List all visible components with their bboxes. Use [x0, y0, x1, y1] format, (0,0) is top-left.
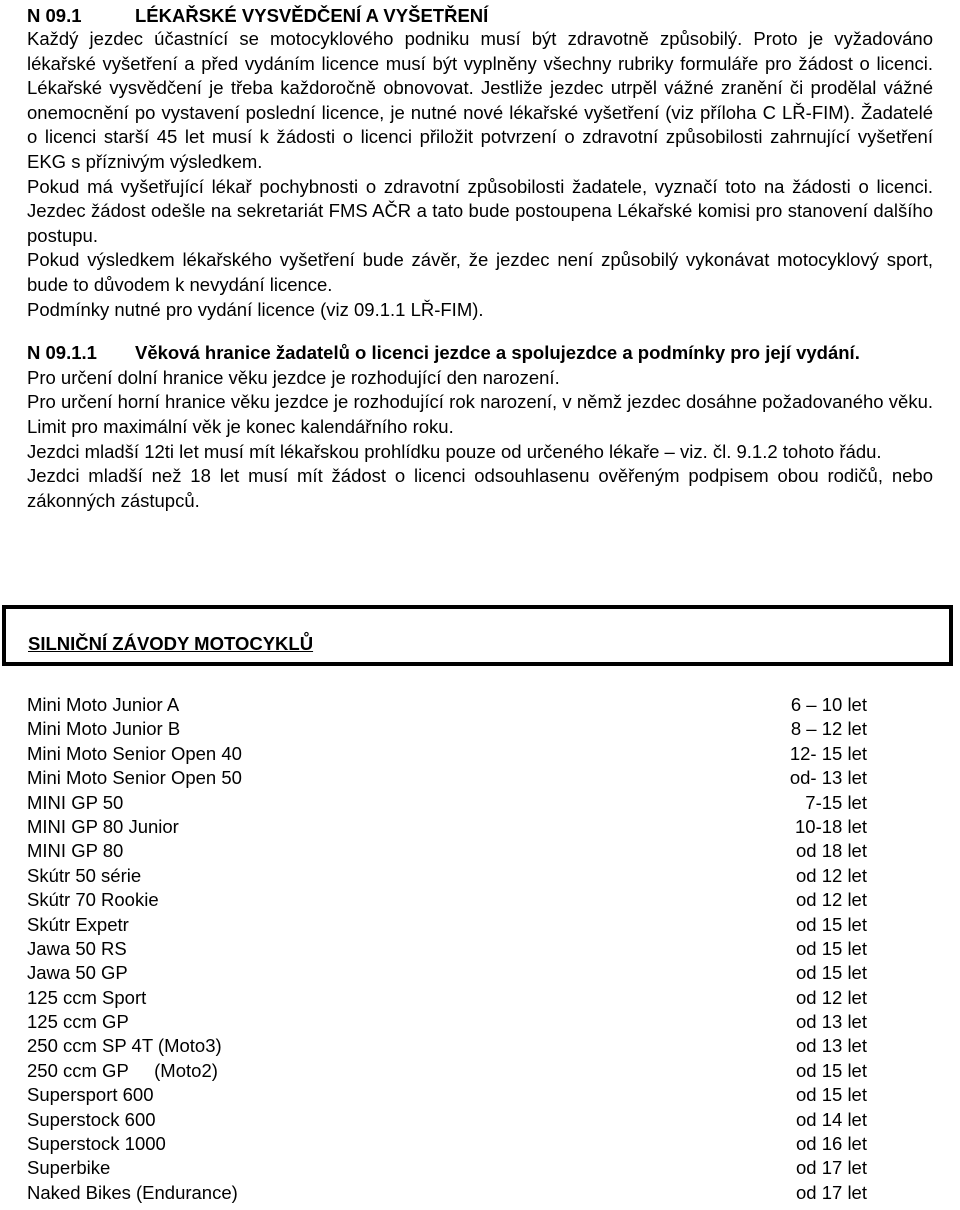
table-row — [27, 1059, 867, 1083]
paragraph: Pro určení dolní hranice věku jezdce je rozhodující den narození. — [27, 366, 560, 388]
subsection-number: N 09.1.1 — [27, 342, 97, 364]
age-limit: od 17 let — [796, 1181, 867, 1203]
age-limit: 8 – 12 let — [790, 718, 867, 740]
age-limit: od 13 let — [796, 1011, 867, 1033]
table-row — [27, 937, 867, 961]
table-row — [27, 791, 867, 815]
age-limit: od 15 let — [796, 913, 867, 935]
table-row — [27, 986, 867, 1010]
age-limit: od- 13 let — [789, 767, 867, 789]
age-limit: od 17 let — [796, 1157, 867, 1179]
section-heading — [27, 5, 933, 27]
class-name: Jawa 50 GP — [27, 962, 128, 984]
table-row — [27, 742, 867, 766]
table-row — [27, 693, 867, 717]
table-row — [27, 1181, 867, 1205]
paragraph: Každý jezdec účastnící se motocyklového podniku musí být zdravotně způsobilý. Proto je vyžadováno lékařské vyšetření a před vydáním licence musí být vyplněny všechny rubriky formuláře pro žádost o licenci. Lékařské vysvědčení je třeba každoročně obnovovat. Jestliže jezdec utrpěl vážné zranění či prodělal vážné onemocnění po vystavení poslední licence, je nutné nové lékařské vyšetření (viz příloha C LŘ-FIM). Žadatelé o licenci starší 45 let musí k žádosti o licenci přiložit potvrzení o zdravotní způsobilosti zahrnující vyšetření EKG s příznivým výsledkem. — [27, 28, 933, 172]
table-row — [27, 913, 867, 937]
paragraph: Pokud má vyšetřující lékař pochybnosti o zdravotní způsobilosti žadatele, vyznačí toto na žádosti o licenci. Jezdec žádost odešle na sekretariát FMS AČR a tato bude postoupena Lékařské komisi pro stanovení dalšího postupu. — [27, 175, 933, 246]
class-name: 250 ccm SP 4T (Moto3) — [27, 1035, 222, 1057]
paragraph: Jezdci mladší 12ti let musí mít lékařskou prohlídku pouze od určeného lékaře – viz. čl. 9.1.2 tohoto řádu. — [27, 440, 882, 462]
age-limit: od 18 let — [796, 840, 867, 862]
class-name: Superbike — [27, 1157, 111, 1179]
age-limit: od 14 let — [796, 1108, 867, 1130]
class-name: Skútr Expetr — [27, 913, 129, 935]
table-row — [27, 717, 867, 741]
class-name: Superstock 600 — [27, 1108, 156, 1130]
class-name: 125 ccm Sport — [27, 986, 147, 1008]
class-name: 125 ccm GP — [27, 1011, 129, 1033]
age-limit: 7-15 let — [805, 791, 867, 813]
section-title: LÉKAŘSKÉ VYSVĚDČENÍ A VYŠETŘENÍ — [135, 5, 489, 26]
age-limit: 10-18 let — [795, 815, 867, 837]
section-number: N 09.1 — [27, 5, 82, 26]
age-limit: od 12 let — [796, 986, 867, 1008]
class-name: Mini Moto Junior A — [27, 694, 180, 715]
table-row — [27, 888, 867, 912]
table-row — [27, 1010, 867, 1034]
age-limit: 12- 15 let — [789, 742, 867, 764]
paragraph: Pro určení horní hranice věku jezdce je rozhodující rok narození, v němž jezdec dosáhne požadovaného věku. Limit pro maximální věk je konec kalendářního roku. — [27, 391, 933, 437]
class-name: Skútr 50 série — [27, 864, 142, 886]
class-name: MINI GP 80 Junior — [27, 815, 179, 837]
age-limit: od 13 let — [796, 1035, 867, 1057]
paragraph: Pokud výsledkem lékařského vyšetření bude závěr, že jezdec není způsobilý vykonávat motocyklový sport, bude to důvodem k nevydání licence. — [27, 249, 933, 295]
class-name: Jawa 50 RS — [27, 937, 127, 959]
class-name: Superstock 1000 — [27, 1133, 166, 1155]
age-limit: od 15 let — [796, 962, 867, 984]
table-row — [27, 1132, 867, 1156]
age-limits-table — [27, 693, 867, 1205]
class-name: 250 ccm GP (Moto2) — [27, 1059, 218, 1081]
table-row — [27, 1108, 867, 1132]
class-name: Mini Moto Senior Open 50 — [27, 767, 242, 789]
class-name: Naked Bikes (Endurance) — [27, 1181, 238, 1203]
table-row — [27, 1156, 867, 1180]
medical-section — [27, 5, 933, 513]
subsection-heading — [27, 341, 933, 366]
table-row — [27, 766, 867, 790]
age-limit: od 12 let — [796, 889, 867, 911]
road-racing-title-box — [2, 605, 953, 666]
table-row — [27, 815, 867, 839]
class-name: Mini Moto Junior B — [27, 718, 181, 740]
age-limit: od 16 let — [796, 1133, 867, 1155]
class-name: MINI GP 80 — [27, 840, 124, 862]
class-name: Mini Moto Senior Open 40 — [27, 742, 242, 764]
table-row — [27, 839, 867, 863]
paragraph: Jezdci mladší než 18 let musí mít žádost o licenci odsouhlasenu ověřeným podpisem obou rodičů, nebo zákonných zástupců. — [27, 465, 933, 511]
age-limit: od 15 let — [796, 1059, 867, 1081]
table-row — [27, 961, 867, 985]
class-name: Skútr 70 Rookie — [27, 889, 159, 911]
age-limit: od 12 let — [796, 864, 867, 886]
paragraph: Podmínky nutné pro vydání licence (viz 09.1.1 LŘ-FIM). — [27, 298, 484, 320]
road-racing-title: SILNIČNÍ ZÁVODY MOTOCYKLŮ — [28, 633, 314, 654]
subsection-title: Věková hranice žadatelů o licenci jezdce a spolujezdce a podmínky pro její vydání. — [135, 342, 860, 364]
class-name: Supersport 600 — [27, 1084, 154, 1106]
age-limit: od 15 let — [796, 937, 867, 959]
table-row — [27, 1083, 867, 1107]
table-row — [27, 1034, 867, 1058]
table-row — [27, 864, 867, 888]
age-limit: od 15 let — [796, 1084, 867, 1106]
age-limit: 6 – 10 let — [790, 694, 867, 715]
class-name: MINI GP 50 — [27, 791, 124, 813]
